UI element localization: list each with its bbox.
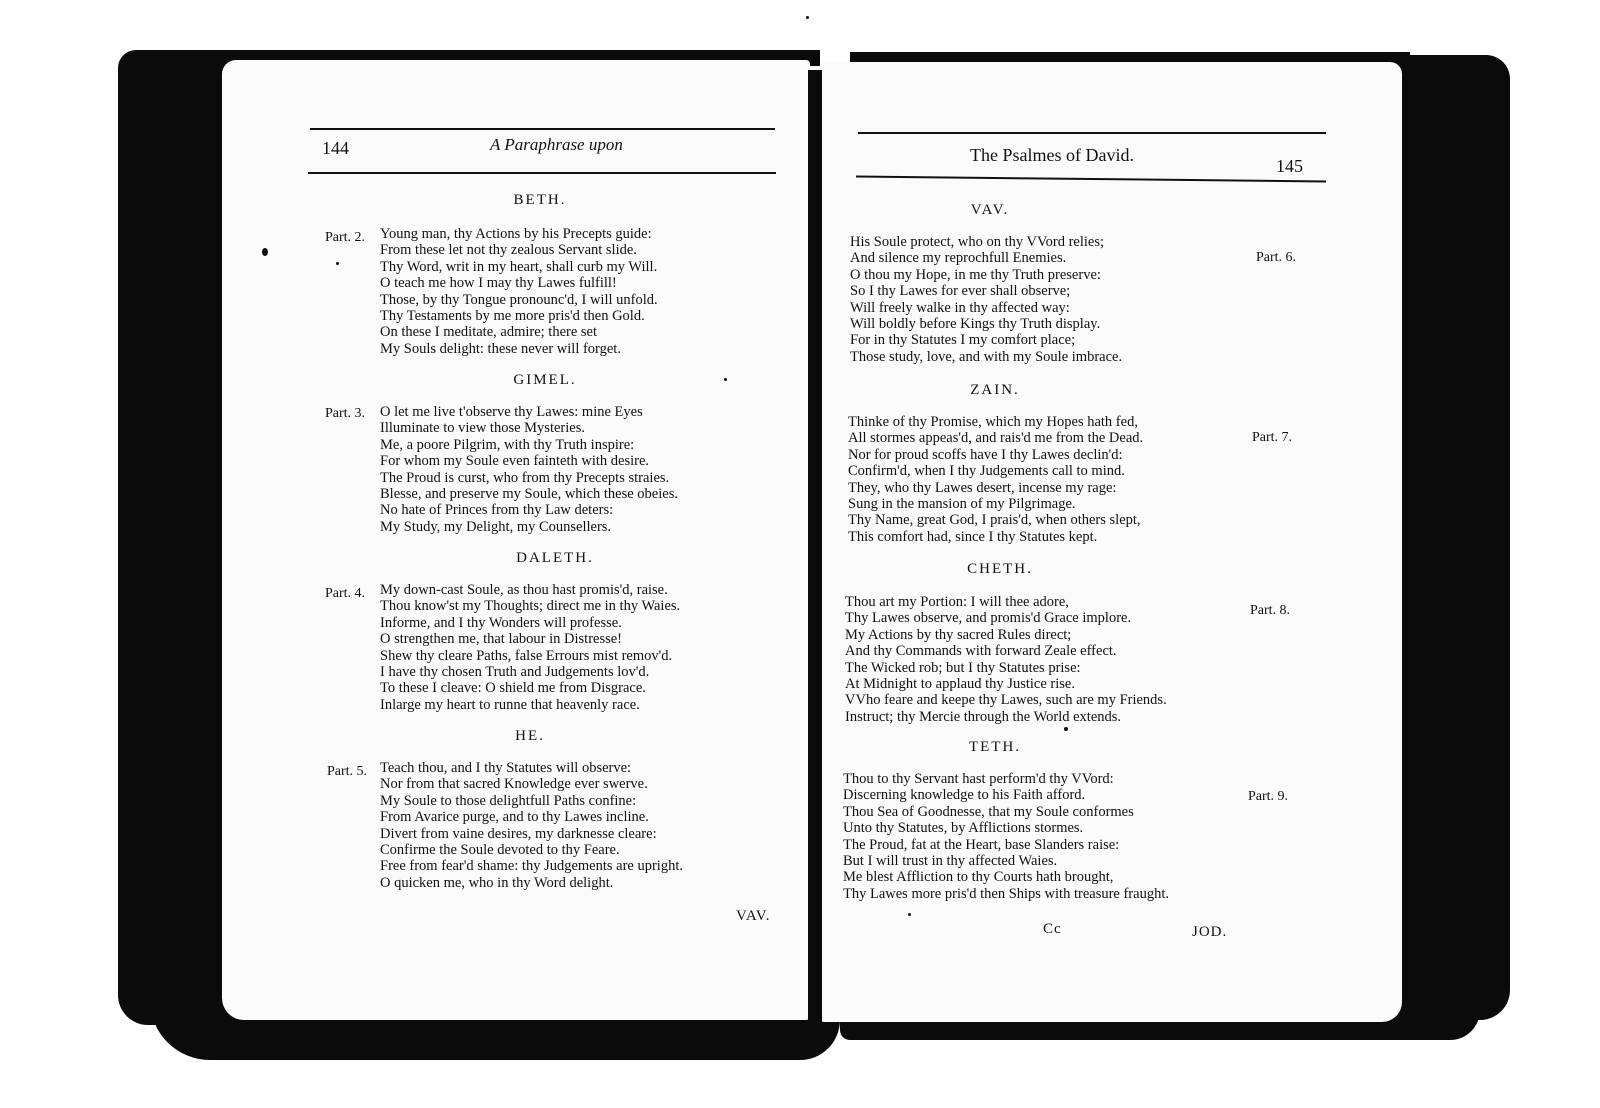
verse-line: Young man, thy Actions by his Precepts guide: [380,226,652,242]
verse-line: Sung in the mansion of my Pilgrimage. [848,496,1076,513]
verse-line: Me blest Affliction to thy Courts hath brought, [843,869,1114,886]
ink-speck [724,378,727,381]
part-label-8: Part. 8. [1250,603,1291,618]
verse-line: On these I meditate, admire; there set [380,324,598,341]
verse-line: Informe, and I thy Wonders will professe. [380,614,622,631]
verse-line: Teach thou, and I thy Statutes will observe: [380,760,632,776]
verse-line: VVho feare and keepe thy Lawes, such are my Friends. [845,692,1167,709]
section-heading-zain: ZAIN. [970,382,1020,398]
catchword-right: JOD. [1192,924,1228,940]
gutter [808,70,822,1030]
verse-line: The Wicked rob; but I thy Statutes prise: [845,659,1081,676]
verse-he [380,760,683,891]
verse-line: Divert from vaine desires, my darknesse cleare: [380,825,657,842]
verse-line: Thy Testaments by me more pris'd then Gold. [380,308,645,325]
verse-line: Nor for proud scoffs have I thy Lawes declin'd: [848,446,1123,463]
verse-gimel [380,404,678,535]
verse-line: Thou know'st my Thoughts; direct me in thy Waies. [380,598,681,615]
part-label-6: Part. 6. [1256,250,1297,265]
verse-line: Discerning knowledge to his Faith afford. [843,787,1086,804]
part-label-3: Part. 3. [325,406,366,421]
verse-line: And thy Commands with forward Zeale effect. [845,643,1117,660]
verse-line: Illuminate to view those Mysteries. [380,420,585,437]
verse-line: Will freely walke in thy affected way: [850,299,1070,316]
verse-line: My Soule to those delightfull Paths confine: [380,792,637,809]
verse-line: O teach me how I may thy Lawes fulfill! [380,275,617,292]
cover-left [118,50,238,1025]
section-heading-gimel: GIMEL. [513,372,577,388]
verse-line: O strengthen me, that labour in Distresse! [380,631,623,648]
verse-line: Confirm'd, when I thy Judgements call to mind. [848,463,1125,480]
header-rule-top-left [310,128,775,130]
running-head-left: A Paraphrase upon [490,135,623,154]
verse-line: Me, a poore Pilgrim, with thy Truth inspire: [380,436,635,453]
verse-line: At Midnight to applaud thy Justice rise. [845,676,1075,693]
verse-line: My Actions by thy sacred Rules direct; [845,626,1072,643]
running-head-right: The Psalmes of David. [970,145,1134,165]
section-heading-cheth: CHETH. [967,561,1033,577]
verse-daleth [380,582,680,713]
verse-line: So I thy Lawes for ever shall observe; [850,283,1071,300]
header-rule-top-right [858,132,1326,134]
verse-line: My Study, my Delight, my Counsellers. [380,518,612,535]
verse-line: Free from fear'd shame: thy Judgements are upright. [380,858,683,875]
verse-line: The Proud is curst, who from thy Precepts straies. [380,469,670,486]
verse-line: His Soule protect, who on thy VVord relies; [850,234,1104,250]
verse-line: O thou my Hope, in me thy Truth preserve: [850,266,1101,283]
verse-line: All stormes appeas'd, and rais'd me from the Dead. [848,430,1144,447]
section-heading-he: HE. [515,728,545,744]
verse-line: Thy Lawes observe, and promis'd Grace implore. [845,610,1132,627]
verse-line: Will boldly before Kings thy Truth display. [850,316,1101,333]
ink-speck [1064,727,1068,731]
folio-left: 144 [322,138,349,158]
verse-line: Instruct; thy Mercie through the World extends. [845,708,1122,725]
verse-line: Thy Lawes more pris'd then Ships with treasure fraught. [843,885,1169,902]
verse-line: Thinke of thy Promise, which my Hopes hath fed, [848,414,1138,430]
section-heading-vav: VAV. [970,202,1010,218]
verse-line: The Proud, fat at the Heart, base Slanders raise: [843,836,1120,853]
verse-line: Thy Name, great God, I prais'd, when others slept, [848,512,1141,529]
verse-line: From these let not thy zealous Servant slide. [380,242,637,259]
verse-line: Those, by thy Tongue pronounc'd, I will unfold. [380,291,658,308]
header-rule-left [308,172,776,174]
verse-line: For in thy Statutes I my comfort place; [850,332,1076,349]
catchword-left: VAV. [736,908,771,924]
verse-line: Unto thy Statutes, by Afflictions stormes. [843,820,1084,837]
verse-line: O quicken me, who in thy Word delight. [380,874,614,891]
verse-line: Nor from that sacred Knowledge ever swerve. [380,776,648,793]
part-label-9: Part. 9. [1248,789,1289,804]
ink-speck [908,913,911,916]
verse-line: Shew thy cleare Paths, false Errours mist remov'd. [380,647,673,664]
part-label-7: Part. 7. [1252,430,1293,445]
verse-line: To these I cleave: O shield me from Disgrace. [380,680,646,697]
verse-line: Those study, love, and with my Soule imbrace. [850,348,1123,365]
folio-right: 145 [1276,156,1303,176]
verse-line: Blesse, and preserve my Soule, which these obeies. [380,486,678,503]
verse-line: But I will trust in thy affected Waies. [843,853,1058,870]
verse-teth [843,771,1169,902]
verse-line: Confirme the Soule devoted to thy Feare. [380,842,620,859]
verse-vav [850,234,1122,365]
verse-line: My down-cast Soule, as thou hast promis'd, raise. [380,582,668,598]
verse-cheth [845,594,1167,725]
verse-beth [380,226,658,357]
part-label-2: Part. 2. [325,230,366,245]
verse-line: From Avarice purge, and to thy Lawes incline. [380,809,649,826]
verse-line: This comfort had, since I thy Statutes kept. [848,528,1098,545]
ink-speck [806,16,809,19]
verse-zain [848,414,1143,545]
verse-line: My Souls delight: these never will forget. [380,340,621,357]
section-heading-daleth: DALETH. [516,550,594,566]
verse-line: Thy Word, writ in my heart, shall curb my Will. [380,258,658,275]
verse-line: They, who thy Lawes desert, incense my rage: [848,479,1117,496]
verse-line: And silence my reprochfull Enemies. [850,250,1067,267]
part-label-4: Part. 4. [325,586,366,601]
ink-speck [262,248,268,256]
part-label-5: Part. 5. [327,764,368,779]
verse-line: Inlarge my heart to runne that heavenly race. [380,696,640,713]
verse-line: O let me live t'observe thy Lawes: mine Eyes [380,404,643,420]
ink-speck [336,262,339,265]
verse-line: I have thy chosen Truth and Judgements lov'd. [380,664,650,681]
verse-line: Thou Sea of Goodnesse, that my Soule conformes [843,803,1134,820]
verse-line: Thou to thy Servant hast perform'd thy VVord: [843,771,1114,787]
verse-line: No hate of Princes from thy Law deters: [380,502,614,519]
signature-mark: Cc [1043,921,1062,937]
section-heading-teth: TETH. [968,739,1022,755]
section-heading-beth: BETH. [513,192,567,208]
verse-line: For whom my Soule even fainteth with desire. [380,453,650,470]
verse-line: Thou art my Portion: I will thee adore, [845,594,1069,610]
